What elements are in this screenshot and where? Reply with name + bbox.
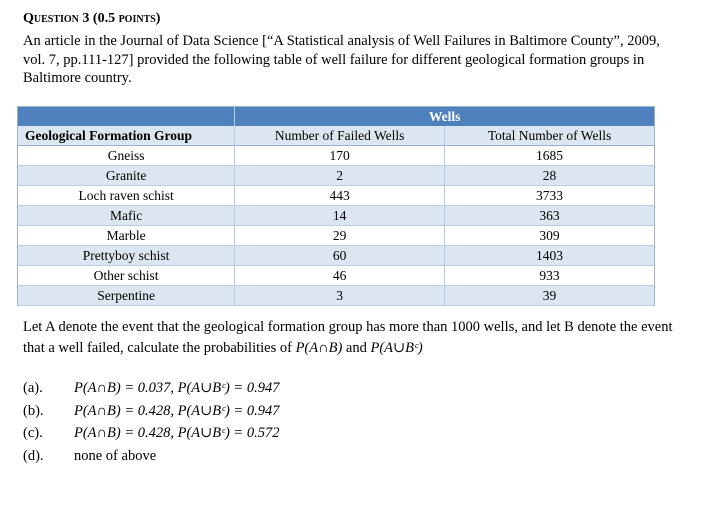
cell-failed: 46 (235, 266, 445, 286)
option-text: P(A∩B) = 0.037, P(A∪Bᶜ) = 0.947 (74, 380, 280, 396)
intro-paragraph: An article in the Journal of Data Science [“A Statistical analysis of Well Failures in Baltimore County”, 2009, vol. 7, pp.111-127] provided the following table of well failure for different geological formation groups in Baltimore country. (23, 33, 660, 86)
table-row (18, 146, 655, 166)
question-number: 3 (82, 11, 90, 26)
table-row (18, 286, 655, 306)
cell-group: Prettyboy schist (18, 246, 235, 266)
table-row (18, 206, 655, 226)
cell-failed: 60 (235, 246, 445, 266)
option-letter: (d). (23, 447, 44, 464)
prompt-expr-1: P(A∩B) (295, 340, 343, 356)
cell-failed: 29 (235, 226, 445, 246)
prompt-text: Let A denote the event that the geological formation group has more than 1000 wells, and let B denote the event that a well failed, calculate the probabilities of (23, 319, 673, 356)
cell-group: Other schist (18, 266, 235, 286)
cell-group: Mafic (18, 206, 235, 226)
cell-failed: 14 (235, 206, 445, 226)
header-failed: Number of Failed Wells (235, 126, 445, 146)
table-row (18, 266, 655, 286)
cell-total: 309 (445, 226, 655, 246)
option-letter: (b). (23, 402, 44, 419)
cell-total: 363 (445, 206, 655, 226)
super-header-blank (18, 107, 235, 127)
table-row (18, 226, 655, 246)
table-header-row (18, 126, 655, 146)
cell-total: 28 (445, 166, 655, 186)
cell-total: 1685 (445, 146, 655, 166)
cell-group: Granite (18, 166, 235, 186)
prompt-paragraph (23, 317, 683, 359)
cell-failed: 3 (235, 286, 445, 306)
cell-total: 39 (445, 286, 655, 306)
cell-failed: 443 (235, 186, 445, 206)
cell-total: 3733 (445, 186, 655, 206)
cell-total: 1403 (445, 246, 655, 266)
cell-total: 933 (445, 266, 655, 286)
option-text: none of above (74, 447, 157, 464)
cell-group: Gneiss (18, 146, 235, 166)
question-points: (0.5 points) (92, 11, 161, 26)
cell-group: Loch raven schist (18, 186, 235, 206)
table-row (18, 166, 655, 186)
question-word: Question (23, 11, 79, 26)
prompt-expr-2: P(A∪Bᶜ) (370, 340, 423, 356)
super-header-wells: Wells (235, 107, 655, 127)
option-text: P(A∩B) = 0.428, P(A∪Bᶜ) = 0.572 (74, 425, 280, 441)
header-total: Total Number of Wells (445, 126, 655, 146)
option-text: P(A∩B) = 0.428, P(A∪Bᶜ) = 0.947 (74, 402, 280, 419)
cell-failed: 2 (235, 166, 445, 186)
cell-failed: 170 (235, 146, 445, 166)
question-title (23, 11, 160, 27)
prompt-conj: and (345, 340, 367, 356)
table-row (18, 246, 655, 266)
wells-table (17, 106, 655, 306)
option-letter: (c). (23, 425, 43, 441)
option-letter: (a). (23, 380, 43, 396)
header-group: Geological Formation Group (18, 126, 235, 146)
cell-group: Marble (18, 226, 235, 246)
table-super-header-row (18, 107, 655, 127)
cell-group: Serpentine (18, 286, 235, 306)
table-row (18, 186, 655, 206)
